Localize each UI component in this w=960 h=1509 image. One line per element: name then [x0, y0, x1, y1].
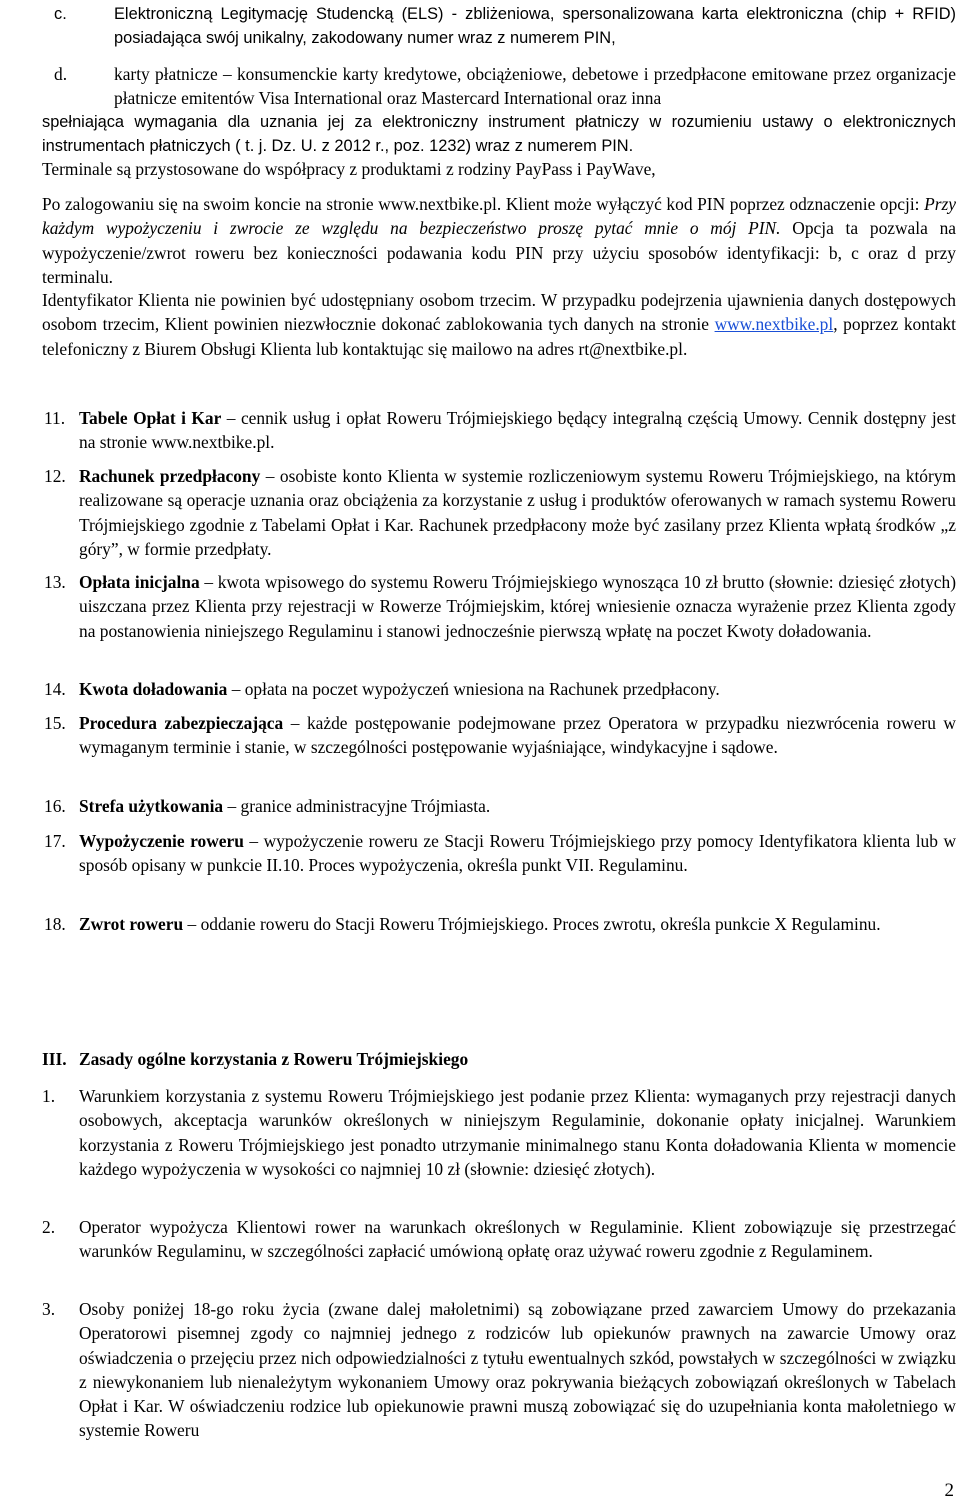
- list-item-d-line2: spełniająca wymagania dla uznania jej za elektroniczny instrument płatniczy w rozumieniu ustawy o elektronicznych instrumentach płatniczych ( t. j. Dz. U. z 2012 r., poz. 1232) wraz z numerem PIN.: [42, 113, 956, 156]
- definition-number: 15.: [44, 713, 66, 733]
- definition-item: [79, 711, 956, 760]
- definition-item: [79, 570, 956, 643]
- page-number: 2: [944, 1480, 954, 1501]
- paragraph-pin-text: Po zalogowaniu się na swoim koncie na stronie www.nextbike.pl. Klient może wyłączyć kod PIN poprzez odznaczenie opcji:: [42, 194, 925, 214]
- definition-text: – granice administracyjne Trójmiasta.: [223, 796, 491, 816]
- definition-number: 16.: [44, 796, 66, 816]
- definition-item: [79, 677, 956, 701]
- definition-text: – osobiste konto Klienta w systemie rozliczeniowym systemu Roweru Trójmiejskiego, na którym realizowane są operacje uznania oraz obciążenia za korzystanie z usług i produktów oferowanych w ramach systemu Roweru Trójmiejskiego zgodnie z Tabelami Opłat i Kar. Rachunek przedpłacony może być zasilany przez Klienta wpłatą środków „z góry”, w formie przedpłaty.: [79, 466, 956, 559]
- definition-number: 11.: [44, 408, 66, 428]
- definition-term: Tabele Opłat i Kar: [79, 408, 222, 428]
- definition-term: Procedura zabezpieczająca: [79, 713, 284, 733]
- list-marker-c: c.: [54, 5, 67, 23]
- section-number: III.: [42, 1049, 67, 1069]
- section-title: Zasady ogólne korzystania z Roweru Trójmiejskiego: [79, 1049, 469, 1069]
- paragraph-identifier: [42, 288, 956, 361]
- paragraph-pin-text-2: Opcja ta pozwala na wypożyczenie/zwrot roweru bez konieczności podawania kodu PIN przy użyciu sposobów identyfikacji: b, c oraz d przy terminalu.: [42, 218, 956, 287]
- definition-number: 17.: [44, 831, 66, 851]
- definition-item: [79, 912, 956, 936]
- definition-term: Opłata inicjalna: [79, 572, 200, 592]
- definition-number: 13.: [44, 572, 66, 592]
- definition-item: [79, 794, 956, 818]
- definition-number: 18.: [44, 914, 66, 934]
- definition-text: – wypożyczenie roweru ze Stacji Roweru Trójmiejskiego przy pomocy Identyfikatora klienta lub w sposób opisany w punkcie II.10. Proces wypożyczenia, określa punkt VII. Regulaminu.: [79, 831, 957, 876]
- paragraph-identifier-text-2: , poprzez kontakt telefoniczny z Biurem Obsługi Klienta lub kontaktując się mailowo na adres rt@nextbike.pl.: [42, 314, 956, 359]
- rule-number: 2.: [42, 1217, 56, 1237]
- paragraph-identifier-text: Identyfikator Klienta nie powinien być udostępniany osobom trzecim. W przypadku podejrzenia ujawnienia danych dostępowych osobom trzecim, Klient powinien niezwłocznie dokonać zablokowania tych danych na stronie: [42, 290, 956, 335]
- paragraph-pin: [42, 192, 956, 289]
- nextbike-link[interactable]: www.nextbike.pl: [714, 314, 834, 335]
- rule-item: Warunkiem korzystania z systemu Roweru Trójmiejskiego jest podanie przez Klienta: wymaganych przy rejestracji danych osobowych, akceptacja warunków określonych w niniejszym Regulaminie, dokonanie opłaty inicjalnej. Warunkiem korzystania z Roweru Trójmiejskiego jest ponadto utrzymanie minimalnego stanu Konta doładowania Klienta w momencie każdego wypożyczenia w wysokości co najmniej 10 zł (słownie: dziesięć złotych).: [79, 1086, 956, 1179]
- list-item-d-line3: Terminale są przystosowane do współpracy z produktami z rodziny PayPass i PayWave,: [42, 159, 656, 179]
- rule-item: Operator wypożycza Klientowi rower na warunkach określonych w Regulaminie. Klient zobowiązuje się przestrzegać warunków Regulaminu, w szczególności zapłacić umówioną opłatę oraz używać roweru zgodnie z Regulaminem.: [79, 1217, 956, 1262]
- definition-item: [79, 406, 956, 455]
- definition-text: – cennik usług i opłat Roweru Trójmiejskiego będący integralną częścią Umowy. Cennik dostępny jest na stronie www.nextbike.pl.: [79, 408, 956, 453]
- definition-term: Rachunek przedpłacony: [79, 466, 261, 486]
- definition-text: – opłata na poczet wypożyczeń wniesiona na Rachunek przedpłacony.: [227, 679, 720, 699]
- paragraph-pin-option: Przy każdym wypożyczeniu i zwrocie ze względu na bezpieczeństwo proszę pytać mnie o mój PIN.: [42, 194, 956, 239]
- definition-item: [79, 829, 956, 878]
- definition-term: Strefa użytkowania: [79, 796, 224, 816]
- definition-number: 14.: [44, 679, 66, 699]
- definition-text: – kwota wpisowego do systemu Roweru Trójmiejskiego wynosząca 10 zł brutto (słownie: dziesięć złotych) uiszczana przez Klienta przy rejestracji w Rowerze Trójmiejskim, której wniesienie oznacza wyrażenie przez Klienta zgody na postanowienia niniejszego Regulaminu i stanowi jednocześnie pierwszą wpłatę na poczet Kwoty doładowania.: [79, 572, 956, 641]
- definition-term: Zwrot roweru: [79, 914, 184, 934]
- rule-number: 1.: [42, 1086, 56, 1106]
- list-item-d-line1: karty płatnicze – konsumenckie karty kredytowe, obciążeniowe, debetowe i przedpłacone emitowane przez organizacje płatnicze emitentów Visa International oraz Mastercard International oraz inna: [114, 64, 956, 109]
- definition-number: 12.: [44, 466, 66, 486]
- definition-term: Kwota doładowania: [79, 679, 228, 699]
- definition-text: – każde postępowanie podejmowane przez Operatora w przypadku niezwrócenia roweru w wymaganym terminie i stanie, w szczególności postępowanie wyjaśniające, windykacyjne i sądowe.: [79, 713, 956, 758]
- rule-item: Osoby poniżej 18-go roku życia (zwane dalej małoletnimi) są zobowiązane przed zawarciem Umowy do przekazania Operatorowi pisemnej zgody co najmniej jednego z rodziców lub opiekunów prawnych na zawarcie Umowy oraz oświadczenia o przejęciu przez nich odpowiedzialności z tytułu ewentualnych szkód, powstałych w szczególności w związku z niewykonaniem lub nienależytym wykonaniem Umowy oraz pokrywania bieżących zobowiązań określonych w Tabelach Opłat i Kar. W oświadczeniu rodzice lub opiekunowie prawni muszą zobowiązać się do uzupełniania konta małoletniego w systemie Roweru: [79, 1299, 956, 1441]
- definition-term: Wypożyczenie roweru: [79, 831, 244, 851]
- definition-text: – oddanie roweru do Stacji Roweru Trójmiejskiego. Proces zwrotu, określa punkcie X Regulaminu.: [183, 914, 881, 934]
- list-item-c: Elektroniczną Legitymację Studencką (ELS) - zbliżeniowa, spersonalizowana karta elektroniczna (chip + RFID) posiadająca swój unikalny, zakodowany numer wraz z numerem PIN,: [114, 5, 956, 48]
- list-marker-d: d.: [54, 64, 68, 84]
- definition-item: [79, 464, 956, 561]
- rule-number: 3.: [42, 1299, 56, 1319]
